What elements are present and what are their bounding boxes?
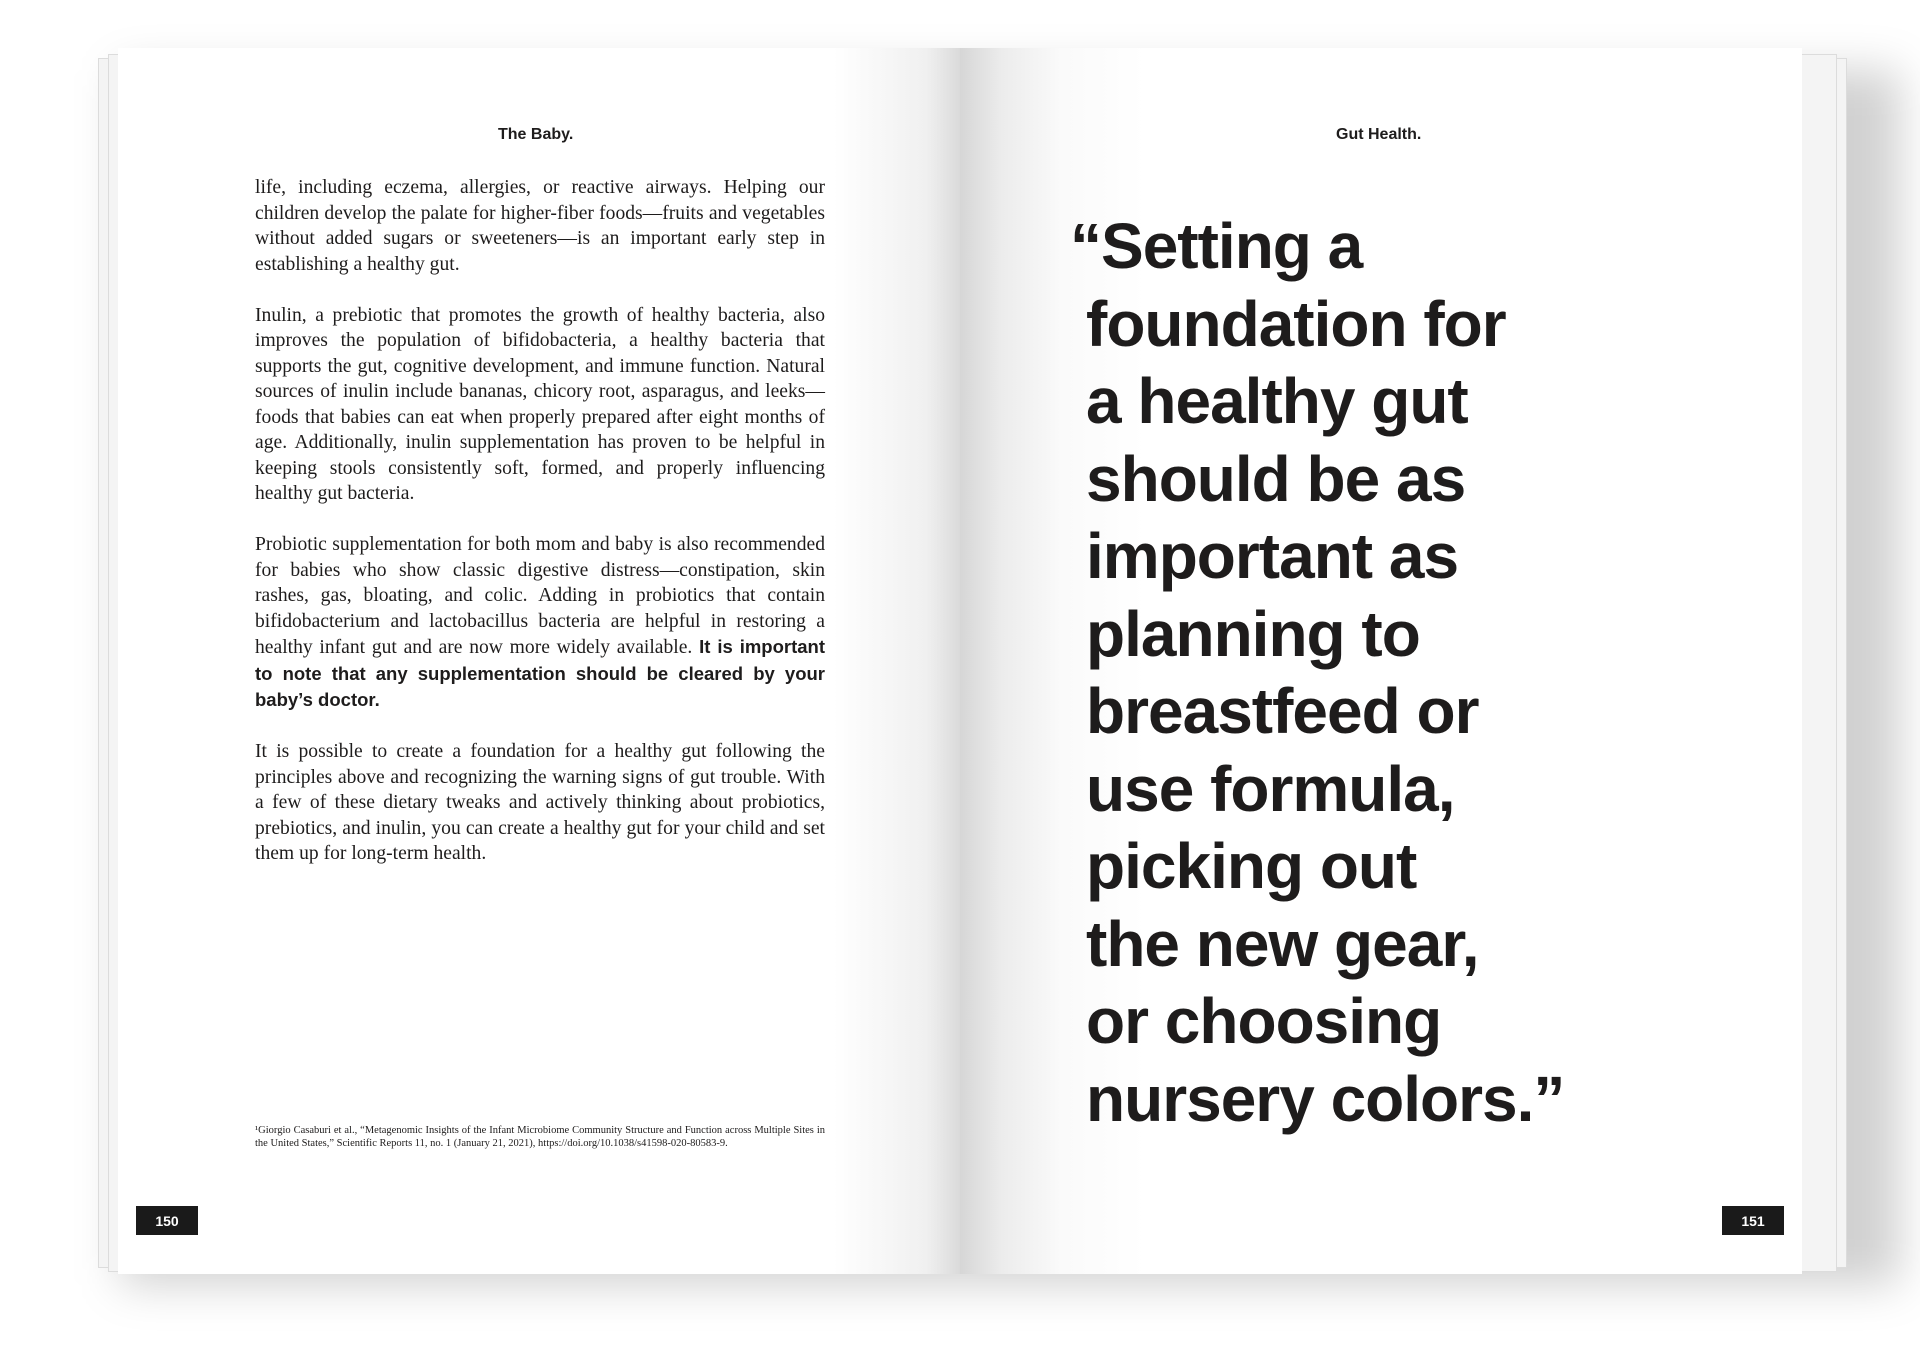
page-number: 151 bbox=[1722, 1206, 1784, 1235]
page-number: 150 bbox=[136, 1206, 198, 1235]
paragraph: It is possible to create a foundation for a healthy gut following the principles above and recognizing the warning signs of gut trouble. With a few of these dietary tweaks and actively thinking about probiotics, prebiotics, and inulin, you can create a healthy gut for your child and set them up for long-term health. bbox=[255, 741, 825, 864]
paragraph bbox=[255, 532, 825, 714]
quote-line: foundation for bbox=[1086, 287, 1506, 360]
quote-line: planning to bbox=[1086, 597, 1420, 670]
paragraph: life, including eczema, allergies, or reactive airways. Helping our children develop the palate for higher-fiber foods—fruits and vegetables without added sugars or sweeteners—is an important early step in establishing a healthy gut. bbox=[255, 177, 825, 275]
quote-line: picking out bbox=[1086, 830, 1417, 902]
quote-line: nursery colors.” bbox=[1086, 1062, 1565, 1135]
quote-line: a healthy gut bbox=[1086, 365, 1468, 437]
right-page bbox=[960, 48, 1802, 1274]
body-text bbox=[255, 175, 825, 892]
paragraph-text: Probiotic supplementation for both mom and baby is also recommended for babies who show classic digestive distress—constipation, skin rashes, gas, bloating, and colic. Adding in probiotics that contain bifidobacterium and lactobacillus bacteria are helpful in restoring a healthy infant gut and are now more widely available. bbox=[255, 534, 825, 658]
footnote: ¹Giorgio Casaburi et al., “Metagenomic Insights of the Infant Microbiome Community Structure and Function across Multiple Sites in the United States,” Scientific Reports 11, no. 1 (January 21, 2021), https://doi.org/10.1038/s41598-020-80583-9. bbox=[255, 1125, 825, 1149]
quote-line: “Setting a bbox=[1070, 210, 1363, 282]
left-page bbox=[118, 48, 960, 1274]
running-head: The Baby. bbox=[498, 126, 574, 143]
quote-line: or choosing bbox=[1086, 985, 1442, 1057]
quote-line: the new gear, bbox=[1086, 907, 1479, 980]
quote-line: important as bbox=[1086, 520, 1459, 592]
quote-line: should be as bbox=[1086, 442, 1466, 515]
paragraph: Inulin, a prebiotic that promotes the growth of healthy bacteria, also improves the population of bifidobacteria, a healthy bacteria that supports the gut, cognitive development, and immune function. Natural sources of inulin include bananas, chicory root, asparagus, and leeks—foods that babies can eat when properly prepared after eight months of age. Additionally, inulin supplementation has proven to be helpful in keeping stools consistently soft, formed, and properly influencing healthy gut bacteria. bbox=[255, 304, 825, 504]
running-head: Gut Health. bbox=[1336, 126, 1422, 143]
pull-quote bbox=[1070, 208, 1786, 1138]
quote-line: use formula, bbox=[1086, 752, 1455, 825]
bold-note: It is important to note that any supplementation should be cleared by your baby’s doctor. bbox=[255, 636, 826, 710]
quote-line: breastfeed or bbox=[1086, 675, 1479, 747]
